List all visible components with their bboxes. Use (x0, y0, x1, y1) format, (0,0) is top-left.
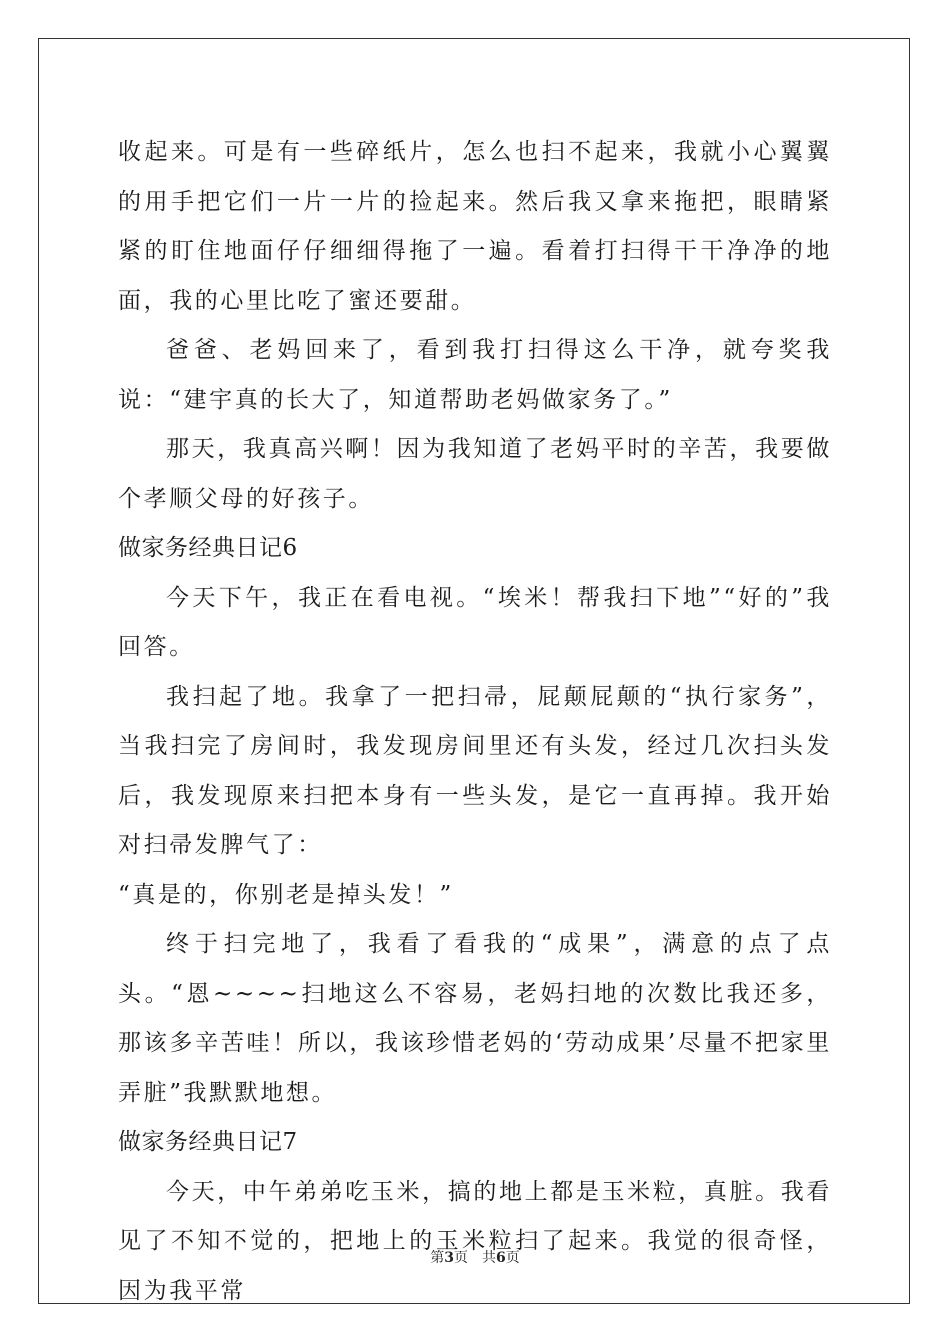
paragraph: 我扫起了地。我拿了一把扫帚，屁颠屁颠的“执行家务”，当我扫完了房间时，我发现房间里还有头发，经过几次扫头发后，我发现原来扫把本身有一些头发，是它一直再掉。我开始对扫帚发脾气了： (118, 683, 832, 858)
footer-page-unit: 页 (454, 1250, 468, 1266)
footer-total-prefix: 共 (482, 1250, 496, 1266)
section-heading: 做家务经典日记7 (118, 1129, 298, 1155)
footer-total-unit: 页 (505, 1250, 520, 1266)
paragraph: 爸爸、老妈回来了，看到我打扫得这么干净，就夸奖我说：“建宇真的长大了，知道帮助老妈做家务了。” (118, 337, 832, 413)
paragraph: 今天下午，我正在看电视。“埃米！帮我扫下地”“好的”我回答。 (118, 584, 832, 660)
total-pages-number: 6 (496, 1250, 506, 1266)
page-footer (0, 1247, 950, 1267)
paragraph: 那天，我真高兴啊！因为我知道了老妈平时的辛苦，我要做个孝顺父母的好孩子。 (118, 436, 832, 512)
section-heading: 做家务经典日记6 (118, 535, 298, 561)
paragraph: 终于扫完地了，我看了看我的“成果”，满意的点了点头。“恩~~~~扫地这么不容易，老妈扫地的次数比我还多，那该多辛苦哇！所以，我该珍惜老妈的‘劳动成果’尽量不把家里弄脏”我默默地想。 (118, 931, 832, 1106)
paragraph: 今天，中午弟弟吃玉米，搞的地上都是玉米粒，真脏。我看见了不知不觉的，把地上的玉米粒扫了起来。我觉的很奇怪，因为我平常 (118, 1178, 832, 1304)
current-page-number: 3 (444, 1250, 454, 1266)
paragraph: “真是的，你别老是掉头发！” (118, 881, 454, 908)
document-body (118, 128, 832, 1316)
paragraph: 收起来。可是有一些碎纸片，怎么也扫不起来，我就小心翼翼的用手把它们一片一片的捡起来。然后我又拿来拖把，眼睛紧紧的盯住地面仔仔细细得拖了一遍。看着打扫得干干净净的地面，我的心里比吃了蜜还要甜。 (118, 139, 832, 314)
footer-prefix: 第 (430, 1250, 445, 1266)
